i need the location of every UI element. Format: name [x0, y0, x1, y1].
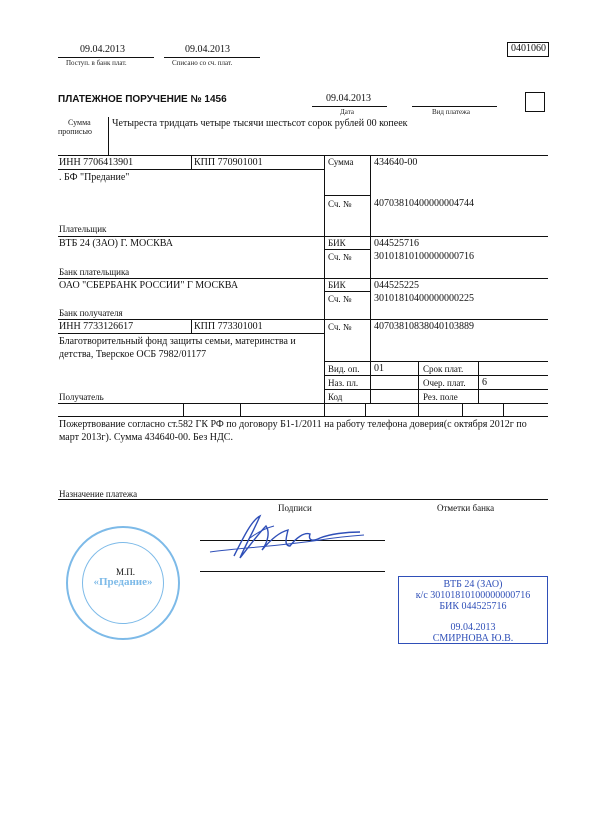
tax-col-7	[503, 403, 504, 416]
payer-bank-name: ВТБ 24 (ЗАО) Г. МОСКВА	[59, 238, 173, 249]
col-line-main	[324, 155, 325, 403]
row-line-14	[58, 416, 548, 417]
row-line-12	[324, 389, 548, 390]
payee-bank-bik: 044525225	[374, 280, 419, 291]
naz-pl-label: Наз. пл.	[328, 378, 359, 388]
payee-bank-label: Банк получателя	[59, 308, 123, 318]
row-line-2	[58, 169, 324, 170]
amount-in-words: Четыреста тридцать четыре тысячи шестьсот сорок рублей 00 копеек	[112, 118, 408, 129]
payee-name: Благотворительный фонд защиты семьи, материнства и детства, Тверское ОСБ 7982/01177	[59, 336, 296, 360]
payee-bank-corr-label: Сч. №	[328, 294, 352, 304]
ocher-plat-label: Очер. плат.	[423, 378, 466, 388]
debited-date: 09.04.2013	[185, 44, 230, 55]
row-line-7	[324, 291, 370, 292]
payer-bank-label: Банк плательщика	[59, 267, 130, 277]
col-line-codes-label	[478, 361, 479, 403]
payer-bank-bik-label: БИК	[328, 238, 346, 248]
payee-bank-name: ОАО "СБЕРБАНК РОССИИ" Г МОСКВА	[59, 280, 239, 291]
payee-inn: ИНН 7733126617	[59, 321, 134, 332]
payment-type-line	[412, 106, 497, 107]
debited-date-line	[164, 57, 260, 58]
bank-stamp-line2: к/с 30101810100000000716	[415, 590, 531, 601]
row-line-6	[58, 278, 548, 279]
bank-stamp-line1: ВТБ 24 (ЗАО)	[443, 579, 503, 590]
tax-col-4	[365, 403, 366, 416]
kod-label: Код	[328, 392, 343, 402]
payee-bank-bik-label: БИК	[328, 280, 346, 290]
payer-inn: ИНН 7706413901	[59, 157, 134, 168]
signature-line-2	[200, 571, 385, 572]
sum-label: Сумма	[328, 157, 354, 167]
vid-op-label: Вид. оп.	[328, 364, 360, 374]
received-date-label: Поступ. в банк плат.	[66, 59, 127, 67]
bank-marks-label: Отметки банка	[437, 503, 495, 513]
tax-col-6	[462, 403, 463, 416]
payment-purpose-label: Назначение платежа	[59, 489, 138, 499]
row-line-10	[324, 361, 548, 362]
payee-bank-corr-account: 30101810400000000225	[374, 293, 474, 304]
ocher-plat-value: 6	[482, 377, 487, 388]
payer-bank-corr-label: Сч. №	[328, 252, 352, 262]
payee-account: 40703810838040103889	[374, 321, 474, 332]
bank-stamp-line3: БИК 044525716	[439, 601, 507, 612]
tax-col-5	[418, 403, 419, 416]
document-date: 09.04.2013	[326, 93, 371, 104]
received-date: 09.04.2013	[80, 44, 125, 55]
payer-kpp: КПП 770901001	[194, 157, 263, 168]
col-line-codes-mid	[418, 361, 419, 403]
handwritten-signature	[200, 508, 370, 568]
row-line-8	[58, 319, 548, 320]
payer-label: Плательщик	[59, 224, 107, 234]
vid-op-value: 01	[374, 363, 384, 374]
document-title: ПЛАТЕЖНОЕ ПОРУЧЕНИЕ № 1456	[58, 94, 227, 105]
payer-name: . БФ "Предание"	[59, 172, 130, 183]
row-line-5	[324, 249, 370, 250]
payee-kpp: КПП 773301001	[194, 321, 263, 332]
amount-words-divider	[108, 117, 109, 155]
row-line-1	[58, 155, 548, 156]
signatures-label: Подписи	[278, 503, 312, 513]
payer-bank-bik: 044525716	[374, 238, 419, 249]
debited-date-label: Списано со сч. плат.	[172, 59, 233, 67]
amount-words-label-1: Сумма	[68, 118, 91, 127]
row-line-4	[58, 236, 548, 237]
organization-seal	[66, 526, 180, 640]
document-date-label: Дата	[340, 108, 354, 116]
payee-label: Получатель	[59, 392, 104, 402]
col-line-kpp-payee	[191, 319, 192, 333]
payer-status-box	[525, 92, 545, 112]
sum-value: 434640-00	[374, 157, 418, 168]
payer-account-label: Сч. №	[328, 199, 352, 209]
form-code: 0401060	[511, 43, 546, 54]
row-line-13	[58, 403, 548, 404]
document-date-line	[312, 106, 387, 107]
amount-words-label-2: прописью	[58, 127, 93, 136]
payment-purpose-text: Пожертвование согласно ст.582 ГК РФ по договору Б1-1/2011 на работу телефона доверия(с октября 2012г по март 2013г). Сумма 434640-00. Без НДС.	[59, 419, 527, 443]
tax-col-1	[183, 403, 184, 416]
purpose-line	[58, 499, 548, 500]
payment-type-label: Вид платежа	[432, 108, 471, 116]
col-line-values	[370, 155, 371, 403]
row-line-9	[58, 333, 324, 334]
rez-pole-label: Рез. поле	[423, 392, 458, 402]
received-date-line	[58, 57, 154, 58]
bank-stamp-date: 09.04.2013	[450, 622, 496, 633]
row-line-11	[324, 375, 548, 376]
srok-plat-label: Срок плат.	[423, 364, 464, 374]
mp-label: М.П.	[116, 567, 136, 577]
tax-col-2	[240, 403, 241, 416]
payer-bank-corr-account: 30101810100000000716	[374, 251, 474, 262]
col-line-kpp-payer	[191, 155, 192, 169]
row-line-3	[324, 195, 370, 196]
tax-col-3	[324, 403, 325, 416]
seal-center-text: «Предание»	[93, 576, 153, 588]
bank-stamp-name: СМИРНОВА Ю.В.	[432, 633, 514, 644]
payer-account: 40703810400000004744	[374, 198, 474, 209]
payee-account-label: Сч. №	[328, 322, 352, 332]
